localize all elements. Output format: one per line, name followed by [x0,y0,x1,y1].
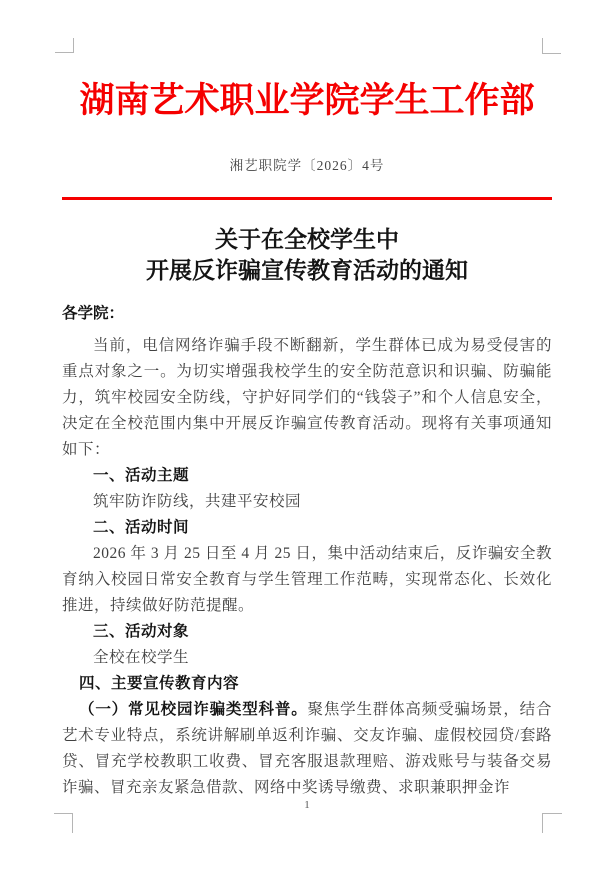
document-content [62,0,552,801]
doc-number: 湘艺职院学〔2026〕4号 [229,158,385,173]
subsection-1-paragraph [62,697,552,801]
section-2-heading: 二、活动时间 [93,518,190,536]
doc-title-line2: 开展反诈骗宣传教育活动的通知 [146,256,468,283]
crop-mark-bottom-left-icon [54,813,73,833]
intro-paragraph: 当前，电信网络诈骗手段不断翻新，学生群体已成为易受侵害的重点对象之一。为切实增强我校学生的安全防范意识和识骗、防骗能力，筑牢校园安全防线，守护好同学们的“钱袋子”和个人信息安全，决定在全校范围内集中开展反诈骗宣传教育活动。现将有关事项通知如下： [62,336,552,458]
page-number: 1 [304,799,310,811]
subsection-1-body: 聚焦学生群体高频受骗场景，结合艺术专业特点，系统讲解刷单返利诈骗、交友诈骗、虚假校园贷/套路贷、冒充学校教职工收费、冒充客服退款理赔、游戏账号与装备交易诈骗、冒充亲友紧急借款、网络中奖诱导缴费、求职兼职押金诈 [62,700,552,796]
section-3-heading: 三、活动对象 [93,622,190,640]
section-4-heading: 四、主要宣传教育内容 [79,674,240,692]
doc-title-line1: 关于在全校学生中 [215,225,399,252]
doc-title [62,224,552,286]
red-divider-line [62,197,552,200]
section-3-body: 全校在校学生 [93,648,190,666]
section-2-body: 2026 年 3 月 25 日至 4 月 25 日，集中活动结束后，反诈骗安全教育纳入校园日常安全教育与学生管理工作范畴，实现常态化、长效化推进，持续做好防范提醒。 [62,544,552,614]
section-1-body: 筑牢防诈防线，共建平安校园 [93,492,302,510]
subsection-1-lead: （一）常见校园诈骗类型科普。 [79,700,308,718]
section-1-heading: 一、活动主题 [93,466,190,484]
salutation: 各学院： [62,304,125,322]
org-title: 湖南艺术职业学院学生工作部 [79,81,535,120]
crop-mark-bottom-right-icon [542,813,562,833]
